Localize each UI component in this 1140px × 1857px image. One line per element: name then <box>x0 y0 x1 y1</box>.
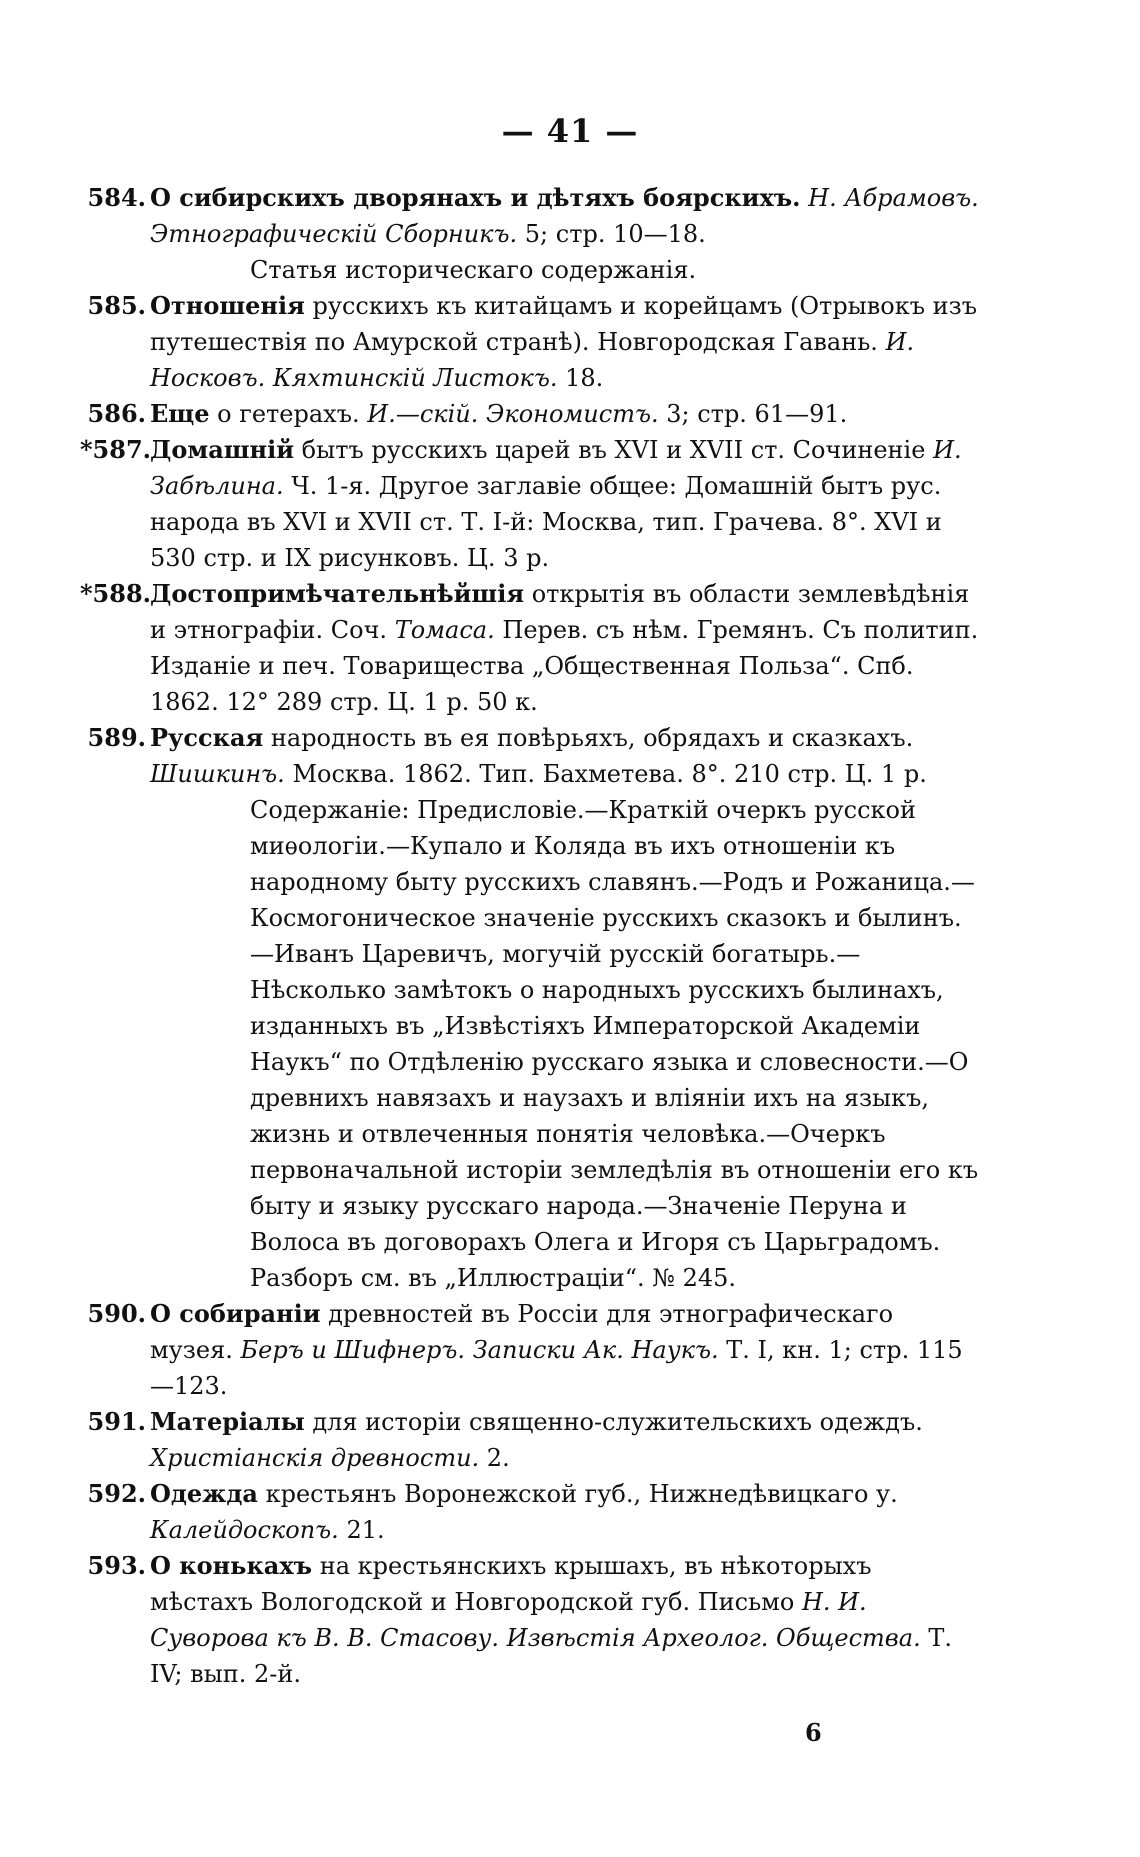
entry-source: Экономистъ. <box>486 400 659 428</box>
bibliography-list <box>80 180 980 1692</box>
bibliography-entry <box>80 180 980 288</box>
entry-number: 585. <box>87 291 146 320</box>
entry-contents-note: Содержаніе: Предисловіе.—Краткій очеркъ русской миѳологіи.—Купало и Коляда въ ихъ отношеніи къ народному быту русскихъ славянъ.—Родъ и Рожаница.—Космогоническое значеніе русскихъ сказокъ и былинъ.—Иванъ Царевичъ, могучій русскій богатырь.—Нѣсколько замѣтокъ о народныхъ русскихъ былинахъ, изданныхъ въ „Извѣстіяхъ Императорской Академіи Наукъ“ по Отдѣленію русскаго языка и словесности.—О древнихъ навязахъ и наузахъ и вліяніи ихъ на языкъ, жизнь и отвлеченныя понятія человѣка.—Очеркъ первоначальной исторіи земледѣлія въ отношеніи его къ быту и языку русскаго народа.—Значеніе Перуна и Волоса въ договорахъ Олега и Игоря съ Царьградомъ. <box>250 796 979 1256</box>
entry-author: Шишкинъ. <box>150 760 285 788</box>
entry-source: Христіанскія древности. <box>150 1444 480 1472</box>
bibliography-entry <box>80 432 980 576</box>
bibliography-entry <box>80 1476 980 1548</box>
entry-text: древностей въ Россіи для этнографическаго музея. <box>150 1300 894 1364</box>
entry-number: 586. <box>87 399 146 428</box>
entry-source: Записки Ак. Наукъ. <box>472 1336 719 1364</box>
entry-author: И. Забѣлина. <box>150 436 962 500</box>
entry-number: 591. <box>87 1407 146 1436</box>
entry-text: открытія въ области землевѣдѣнія и этнографіи. Соч. <box>150 580 970 644</box>
entry-details: 21. <box>346 1516 385 1544</box>
entry-details: 2. <box>486 1444 510 1472</box>
entry-author: Н. И. Суворова къ В. В. Стасову. <box>150 1588 867 1652</box>
entry-source: Извѣстія Археолог. Общества. <box>506 1624 921 1652</box>
bibliography-entry <box>80 1404 980 1476</box>
bibliography-entry <box>80 1296 980 1404</box>
printer-signature-mark: 6 <box>805 1718 822 1747</box>
entry-source: Калейдоскопъ. <box>150 1516 339 1544</box>
entry-text: на крестьянскихъ крышахъ, въ нѣкоторыхъ мѣстахъ Вологодской и Новгородской губ. Письмо <box>150 1552 872 1616</box>
entry-author: Беръ и Шифнеръ. <box>240 1336 466 1364</box>
entry-source: Кяхтинскій Листокъ. <box>272 364 558 392</box>
bibliography-entry <box>80 576 980 720</box>
entry-details: Т. I, кн. 1; стр. 115—123. <box>150 1336 963 1400</box>
entry-note: Статья историческаго содержанія. <box>250 256 697 284</box>
entry-title: Отношенія <box>150 291 305 320</box>
entry-text: народность въ ея повѣрьяхъ, обрядахъ и сказкахъ. <box>270 724 914 752</box>
bibliography-entry <box>80 1548 980 1692</box>
entry-title: Матеріалы <box>150 1407 305 1436</box>
entry-author: И. Носковъ. <box>150 328 915 392</box>
entry-number: *587. <box>80 435 152 464</box>
entry-details: 3; стр. 61—91. <box>666 400 848 428</box>
bibliography-entry <box>80 396 980 432</box>
entry-title: Домашній <box>150 435 295 464</box>
entry-details: Т. IV; вып. 2-й. <box>150 1624 952 1688</box>
entry-details: 5; стр. 10—18. <box>524 220 706 248</box>
entry-text: для исторіи священно-служительскихъ одеждъ. <box>312 1408 923 1436</box>
entry-title: О конькахъ <box>150 1551 313 1580</box>
entry-author: Томаса. <box>394 616 495 644</box>
entry-title: Одежда <box>150 1479 258 1508</box>
entry-source: Этнографическій Сборникъ. <box>150 220 518 248</box>
entry-title: Еще <box>150 399 210 428</box>
entry-author: Н. Абрамовъ. <box>808 184 979 212</box>
bibliography-entry <box>80 720 980 1296</box>
entry-number: 584. <box>87 183 146 212</box>
entry-title: О сибирскихъ дворянахъ и дѣтяхъ боярскихъ. <box>150 183 801 212</box>
entry-text: бытъ русскихъ царей въ XVI и XVII ст. Сочиненіе <box>301 436 926 464</box>
entry-details: Перев. съ нѣм. Гремянъ. Съ политип. Изданіе и печ. Товарищества „Общественная Польза“. Спб. 1862. 12° 289 стр. Ц. 1 р. 50 к. <box>150 616 979 716</box>
entry-details: Москва. 1862. Тип. Бахметева. 8°. 210 стр. Ц. 1 р. <box>292 760 927 788</box>
entry-number: 589. <box>87 723 146 752</box>
entry-text: крестьянъ Воронежской губ., Нижнедѣвицкаго у. <box>265 1480 898 1508</box>
entry-details: Ч. 1-я. Другое заглавіе общее: Домашній бытъ рус. народа въ XVI и XVII ст. Т. I-й: Москва, тип. Грачева. 8°. XVI и 530 стр. и IX рисунковъ. Ц. 3 р. <box>150 472 942 572</box>
entry-number: 590. <box>87 1299 146 1328</box>
entry-title: Достопримѣчательнѣйшія <box>150 579 525 608</box>
entry-number: 592. <box>87 1479 146 1508</box>
entry-text: о гетерахъ. <box>217 400 360 428</box>
entry-author: И.—скій. <box>367 400 479 428</box>
entry-text: русскихъ къ китайцамъ и корейцамъ (Отрывокъ изъ путешествія по Амурской странѣ). Новгородская Гавань. <box>150 292 977 356</box>
entry-title: О собираніи <box>150 1299 321 1328</box>
entry-title: Русская <box>150 723 264 752</box>
entry-number: 593. <box>87 1551 146 1580</box>
entry-details: 18. <box>565 364 604 392</box>
entry-number: *588. <box>80 579 152 608</box>
page-number: — 41 — <box>501 112 639 150</box>
bibliography-entry <box>80 288 980 396</box>
entry-review-note: Разборъ см. въ „Иллюстраціи“. № 245. <box>250 1264 737 1292</box>
